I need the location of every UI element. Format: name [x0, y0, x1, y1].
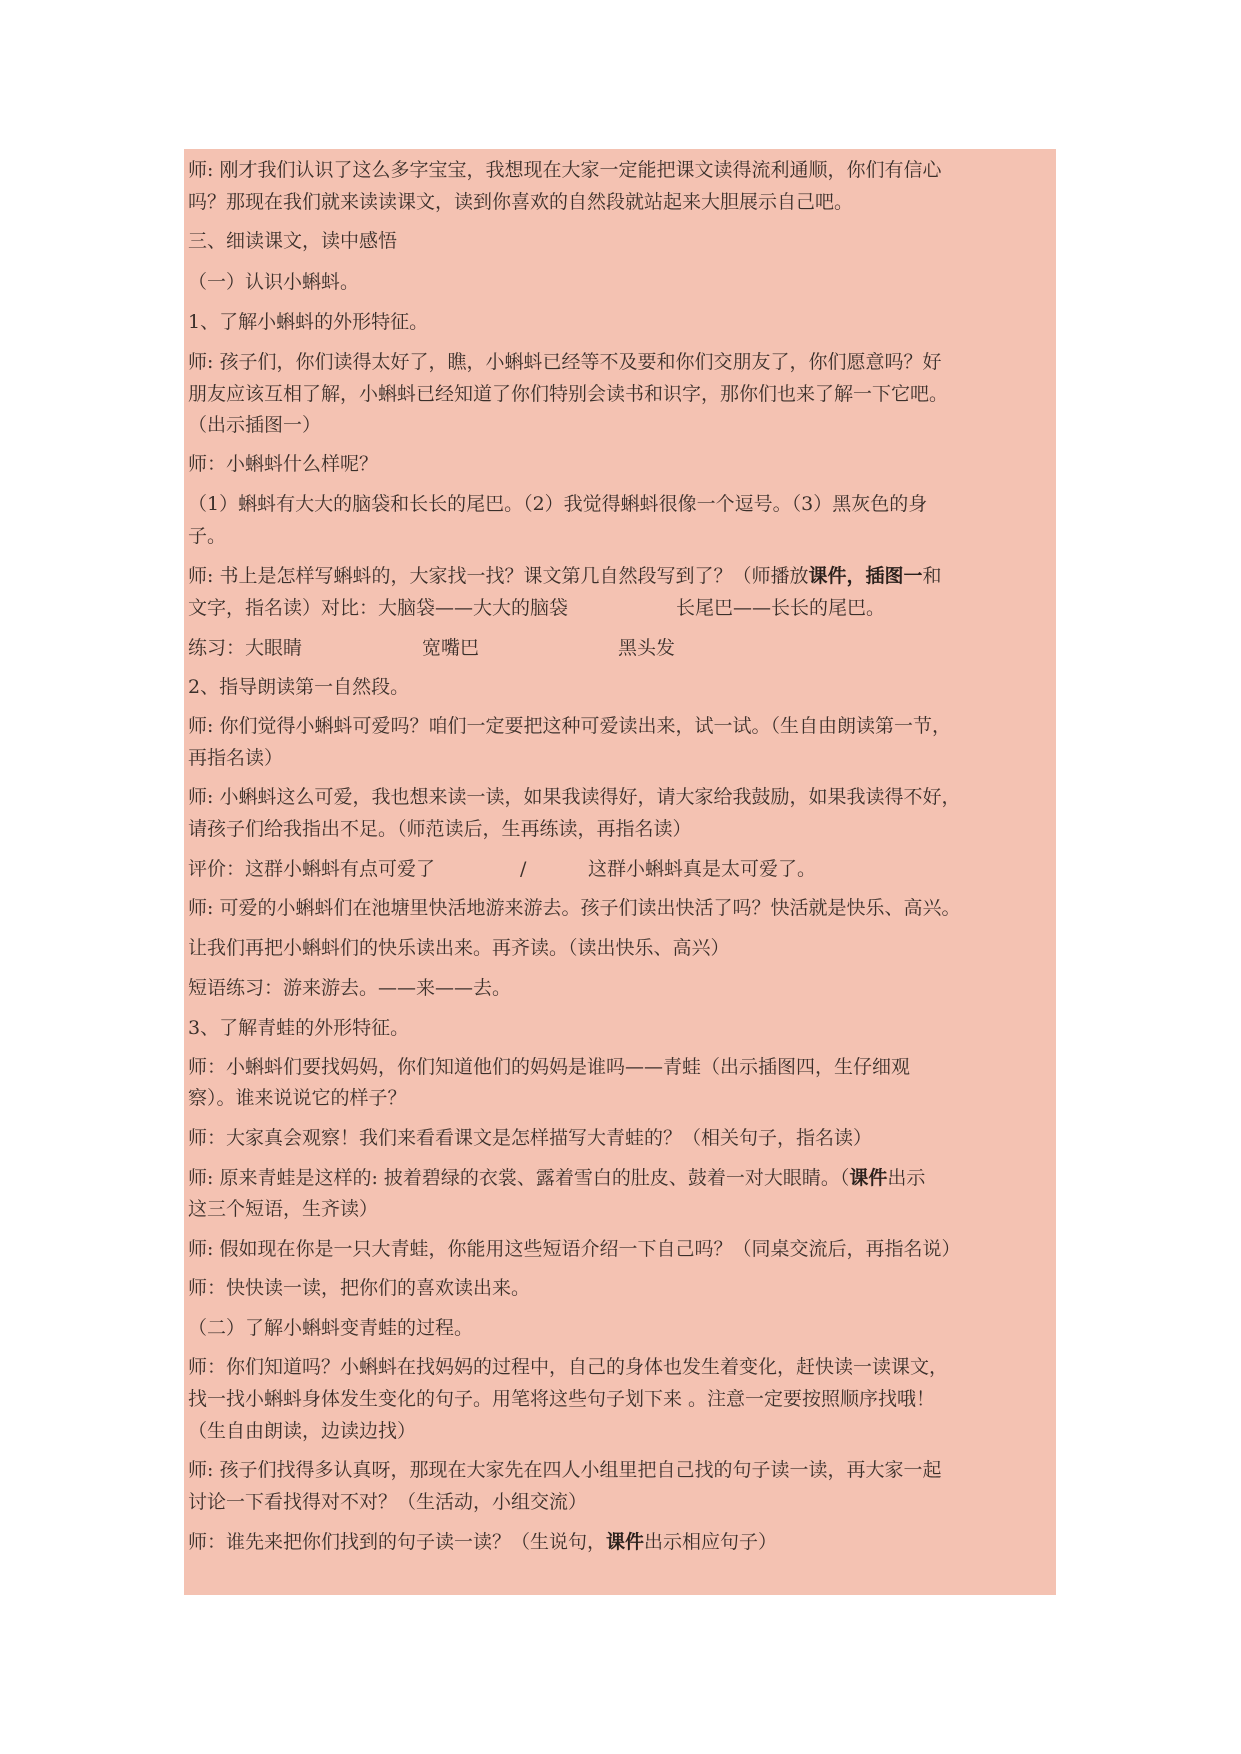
text-line: 师: 书上是怎样写蝌蚪的，大家找一找？课文第几自然段写到了？（师播放课件，插图一和	[188, 565, 942, 587]
section-heading: 三、细读课文，读中感悟	[188, 230, 398, 252]
evaluation-option: 这群小蝌蚪真是太可爱了。	[588, 858, 817, 880]
subsection-heading: （一）认识小蝌蚪。	[188, 271, 360, 293]
text-line: 师: 孩子们，你们读得太好了，瞧，小蝌蚪已经等不及要和你们交朋友了，你们愿意吗？好	[188, 351, 942, 373]
practice-item: 黑头发	[618, 637, 676, 659]
step-heading: 3、了解青蛙的外形特征。	[188, 1017, 410, 1039]
text-line: 师: 可爱的小蝌蚪们在池塘里快活地游来游去。孩子们读出快活了吗？快活就是快乐、高兴。	[188, 897, 961, 919]
text-line: 讨论一下看找得对不对？（生活动，小组交流）	[188, 1491, 588, 1513]
text-line: 请孩子们给我指出不足。（师范读后，生再练读，再指名读）	[188, 818, 692, 840]
text-line: 察）。谁来说说它的样子？	[188, 1087, 407, 1109]
evaluation-option: 评价：这群小蝌蚪有点可爱了	[188, 858, 436, 880]
comparison-left: 文字，指名读）对比：大脑袋——大大的脑袋	[188, 597, 569, 619]
text-line: 师: 小蝌蚪这么可爱，我也想来读一读，如果我读得好，请大家给我鼓励，如果我读得不好，	[188, 786, 961, 808]
text-line: 师：大家真会观察！我们来看看课文是怎样描写大青蛙的？（相关句子，指名读）	[188, 1127, 873, 1149]
step-heading: 1、了解小蝌蚪的外形特征。	[188, 311, 429, 333]
text-line: （出示插图一）	[188, 414, 322, 436]
text-line: 师: 刚才我们认识了这么多字宝宝，我想现在大家一定能把课文读得流利通顺，你们有信心	[188, 159, 942, 181]
text-line: 找一找小蝌蚪身体发生变化的句子。用笔将这些句子划下来 。注意一定要按照顺序找哦！	[188, 1388, 936, 1410]
bold-keyword: 课件	[606, 1531, 645, 1553]
step-heading: 2、指导朗读第一自然段。	[188, 676, 410, 698]
text-line: 师：谁先来把你们找到的句子读一读？（生说句，课件出示相应句子）	[188, 1531, 778, 1553]
slash-separator: /	[520, 858, 527, 880]
practice-item: 宽嘴巴	[422, 637, 480, 659]
comparison-right: 长尾巴——长长的尾巴。	[676, 597, 886, 619]
lesson-plan-text-block	[184, 149, 1056, 1595]
text-line: 师: 你们觉得小蝌蚪可爱吗？咱们一定要把这种可爱读出来，试一试。（生自由朗读第一节，	[188, 715, 951, 737]
text-line: 这三个短语，生齐读）	[188, 1198, 379, 1220]
text-line: 再指名读）	[188, 747, 284, 769]
practice-item: 练习：大眼睛	[188, 637, 303, 659]
bold-keyword: 课件	[849, 1167, 888, 1189]
text-line: 师：你们知道吗？小蝌蚪在找妈妈的过程中，自己的身体也发生着变化，赶快读一读课文，	[188, 1356, 949, 1378]
subsection-heading: （二）了解小蝌蚪变青蛙的过程。	[188, 1317, 474, 1339]
bold-keyword: 课件	[808, 565, 847, 587]
text-line: 短语练习：游来游去。——来——去。	[188, 977, 512, 999]
text-line: 师：小蝌蚪什么样呢？	[188, 453, 379, 475]
text-line: 师: 假如现在你是一只大青蛙，你能用这些短语介绍一下自己吗？（同桌交流后，再指名说）	[188, 1238, 961, 1260]
text-line: 师：快快读一读，把你们的喜欢读出来。	[188, 1277, 531, 1299]
bold-punctuation: ，	[846, 565, 866, 587]
text-line: 让我们再把小蝌蚪们的快乐读出来。再齐读。（读出快乐、高兴）	[188, 937, 730, 959]
text-line: 朋友应该互相了解，小蝌蚪已经知道了你们特别会读书和识字，那你们也来了解一下它吧。	[188, 383, 949, 405]
text-line: 师：小蝌蚪们要找妈妈，你们知道他们的妈妈是谁吗——青蛙（出示插图四，生仔细观	[188, 1056, 911, 1078]
text-line: 吗？那现在我们就来读读课文，读到你喜欢的自然段就站起来大胆展示自己吧。	[188, 191, 854, 213]
text-line: 师: 孩子们找得多认真呀，那现在大家先在四人小组里把自己找的句子读一读，再大家一起	[188, 1459, 942, 1481]
text-line: 师: 原来青蛙是这样的: 披着碧绿的衣裳、露着雪白的肚皮、鼓着一对大眼睛。（课件出示	[188, 1167, 926, 1189]
text-line: （生自由朗读，边读边找）	[188, 1420, 417, 1442]
text-line: 子。	[188, 525, 227, 547]
text-line: （1）蝌蚪有大大的脑袋和长长的尾巴。（2）我觉得蝌蚪很像一个逗号。（3）黑灰色的身	[188, 493, 928, 515]
bold-keyword: 插图一	[865, 565, 923, 587]
